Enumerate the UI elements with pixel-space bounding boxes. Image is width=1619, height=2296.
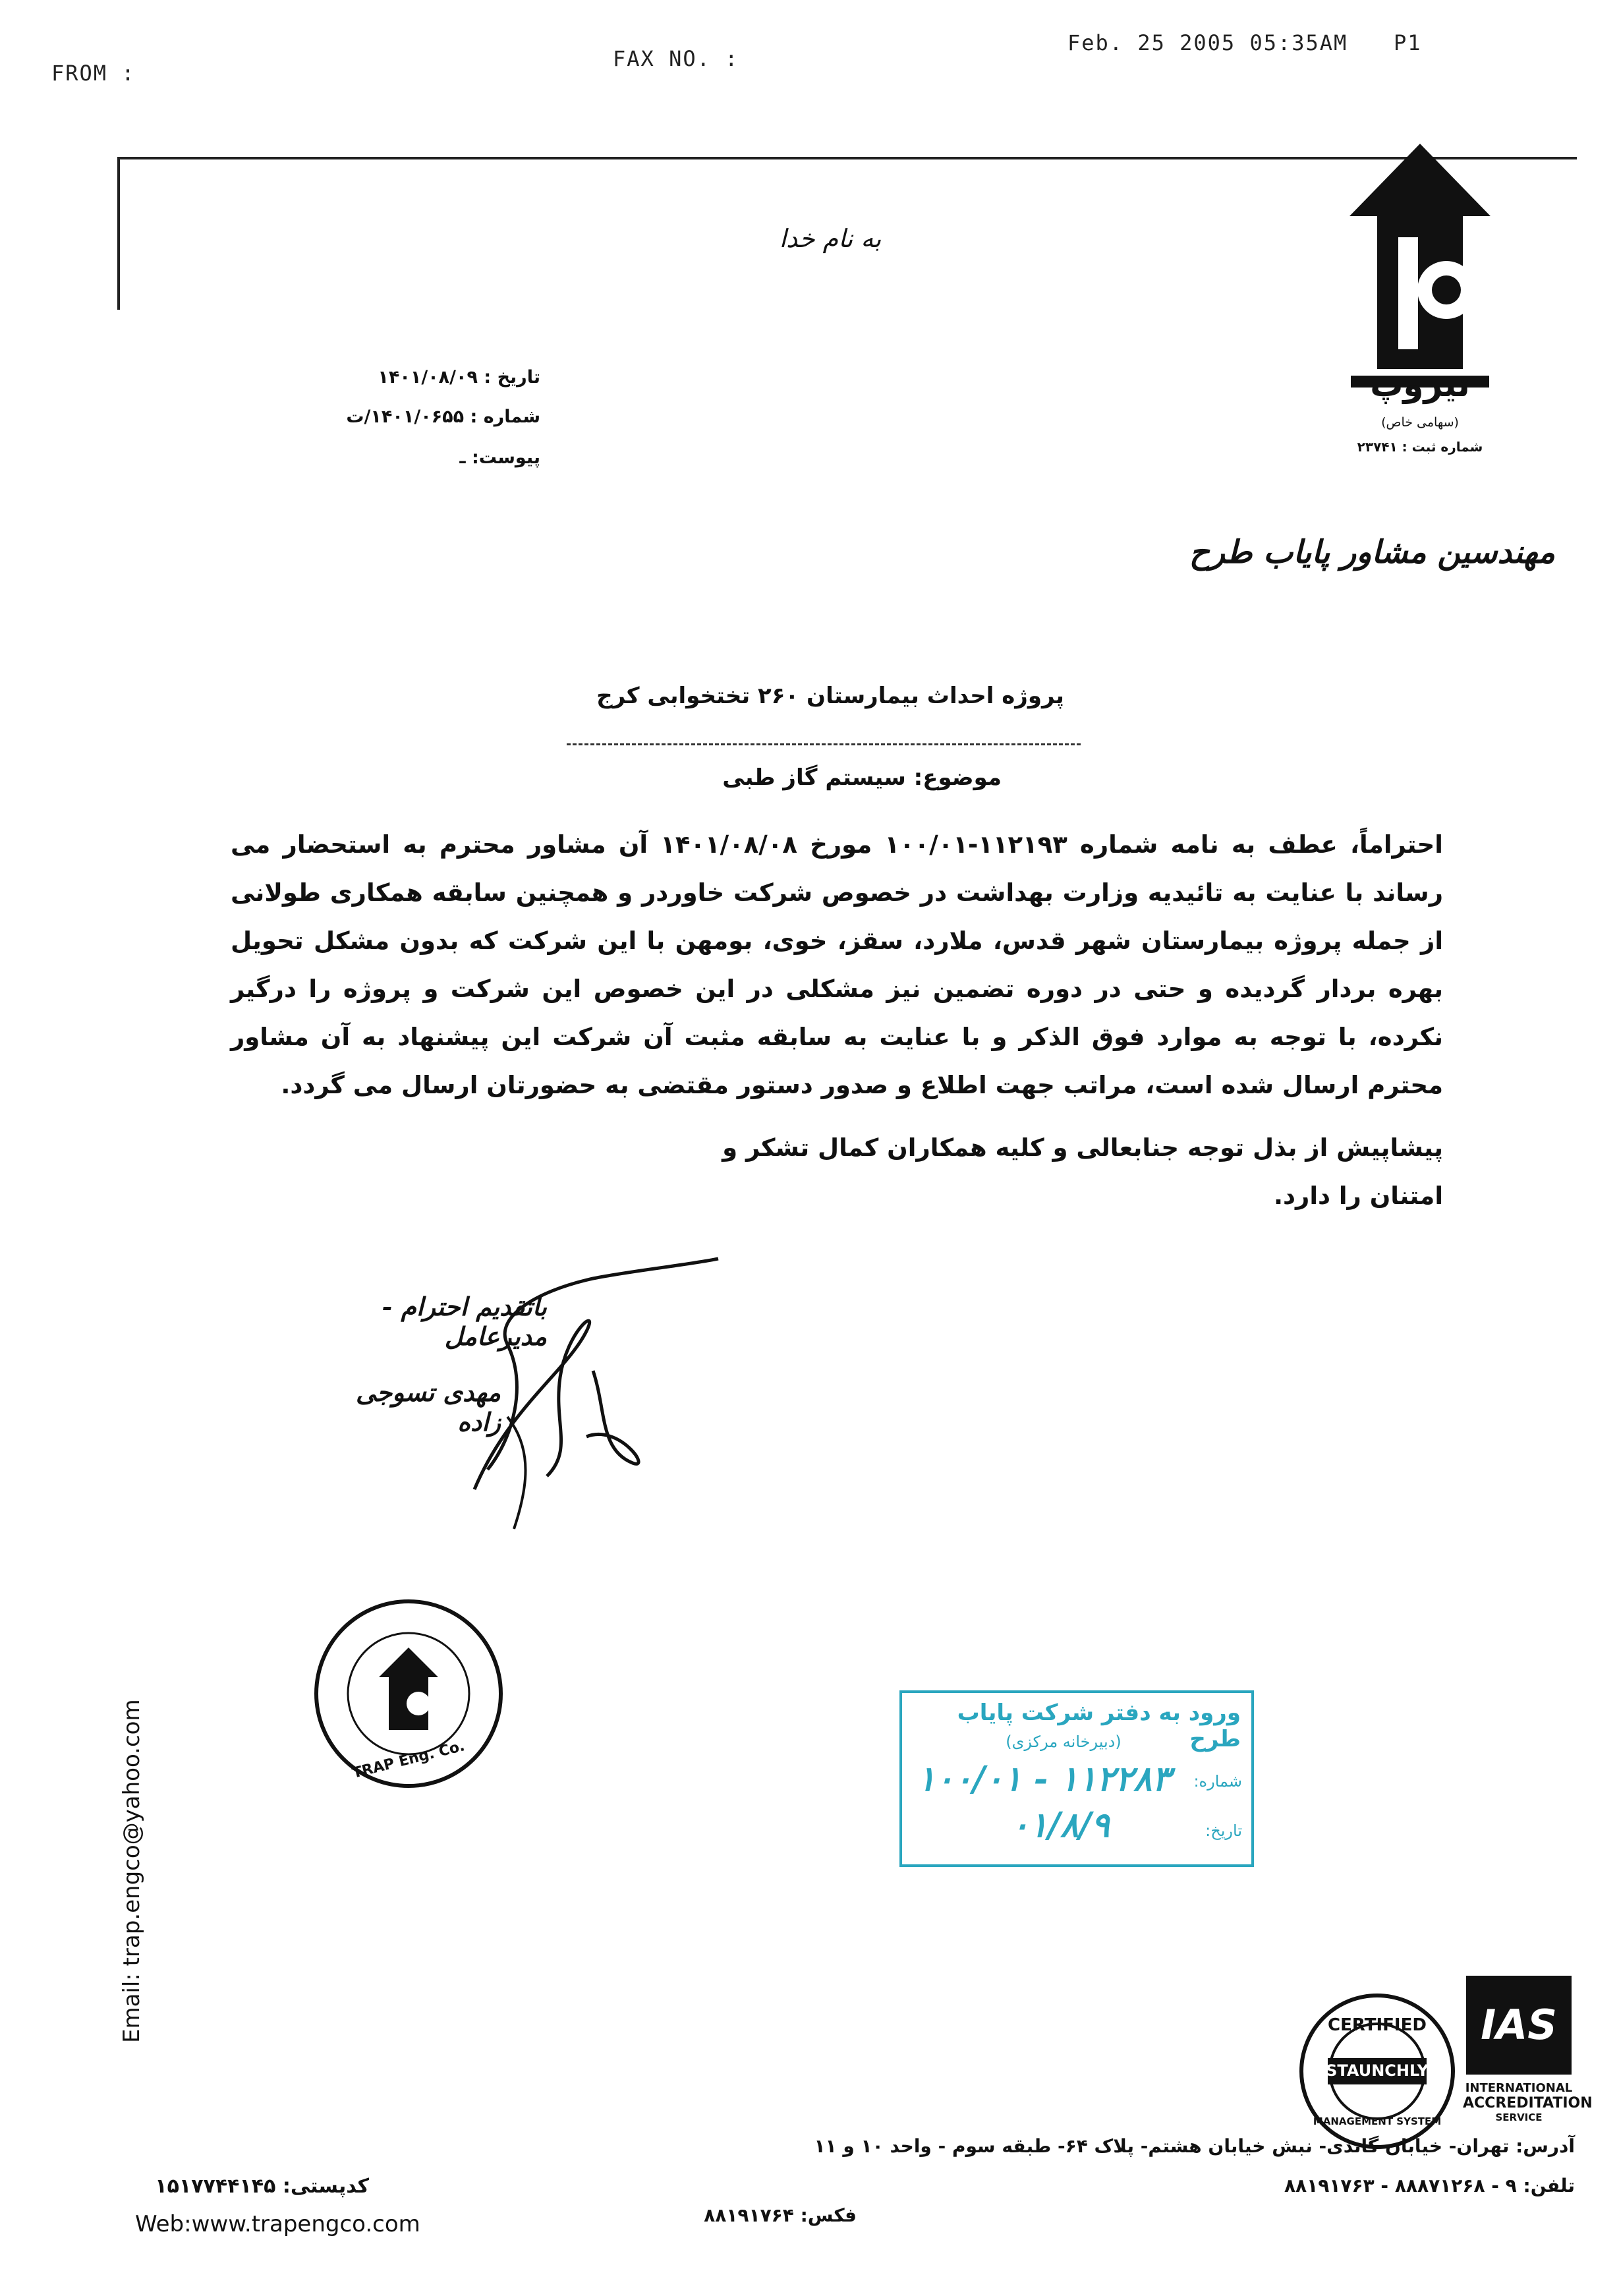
letter-date: تاریخ : ۱۴۰۱/۰۸/۰۹: [378, 367, 540, 387]
letter-closing: پیشاپیش از بذل توجه جنابعالی و کلیه همکاران کمال تشکر و امتنان را دارد.: [722, 1134, 1443, 1210]
recipient: مهندسین مشاور پایاب طرح: [1189, 534, 1555, 571]
receipt-date-label: تاریخ:: [1205, 1822, 1242, 1840]
title-underline: [567, 743, 1081, 745]
receipt-number-value: ۱۰۰/۰۱ - ۱۱۲۲۸۳: [917, 1759, 1170, 1799]
footer-postal-code: کدپستی: ۱۵۱۷۷۴۴۱۴۵: [155, 2175, 369, 2198]
letter-body: احتراماً، عطف به نامه شماره ۱۱۲۱۹۳-۱۰۰/۰۱ مورخ ۱۴۰۱/۰۸/۰۸ آن مشاور محترم به استحضار می رساند با عنایت به تائیدیه وزارت بهداشت در خصوص شرکت خاوردر و همچنین سابقه همکاری طولانی از جمله پروژه بیمارستان شهر قدس، ملارد، سقز، خوی، بومهن با این شرکت که بدون مشکل تحویل بهره بردار گردیده و حتی در دوره تضمین نیز مشکلی در این خصوص این شرکت و پروژه را درگیر نکرده، با توجه به موارد فوق الذکر و با عنایت به سابقه مثبت آن شرکت این پیشنهاد به آن مشاور محترم ارسال شده است، مراتب جهت اطلاع و صدور دستور مقتضی به حضورتان ارسال می گردد.: [231, 830, 1443, 1099]
handwritten-signature-icon: [435, 1252, 745, 1562]
fax-number: FAX NO. :: [613, 46, 739, 71]
footer-email: Email: trap.engco@yahoo.com: [119, 1699, 145, 2043]
certified-management-logo: [1295, 1989, 1460, 2160]
receipt-stamp-subtitle: (دبیرخانه مرکزی): [1006, 1733, 1122, 1751]
footer-website: Web:www.trapengco.com: [135, 2211, 420, 2237]
letterhead-left-rule: [117, 157, 120, 310]
receipt-number-label: شماره:: [1193, 1772, 1242, 1791]
company-logo-type: (سهامی خاص): [1381, 415, 1459, 430]
receipt-stamp: [899, 1690, 1254, 1867]
letter-attachment: پیوست: ـ: [459, 447, 540, 468]
ias-mark-box: [1466, 1976, 1572, 2075]
ias-line-1: INTERNATIONAL: [1465, 2081, 1573, 2095]
signer-name: مهدی تسوجی زاده: [355, 1377, 501, 1437]
ias-line-3: SERVICE: [1495, 2111, 1543, 2123]
company-logo: [1338, 138, 1502, 468]
footer-phone: تلفن: ۹ - ۸۸۸۷۱۲۶۸ - ۸۸۱۹۱۷۶۳: [1284, 2175, 1575, 2196]
certified-bottom-text: MANAGEMENT SYSTEM: [1313, 2115, 1442, 2127]
company-round-seal: [310, 1595, 507, 1793]
footer-address: آدرس: تهران- خیابان گاندی- نبش خیابان هشتم- پلاک ۶۴- طبقه سوم - واحد ۱۰ و ۱۱: [814, 2135, 1575, 2157]
fax-datetime: Feb. 25 2005 05:35AM: [1067, 30, 1348, 55]
fax-page: P1: [1394, 30, 1422, 55]
certified-middle-text: STAUNCHLY: [1326, 2061, 1429, 2080]
signature-title: باتقدیم احترام - مدیرعامل: [382, 1292, 547, 1351]
receipt-date-value: ۰۱/۸/۹: [1011, 1805, 1110, 1845]
company-logo-name: تیروپ: [1370, 366, 1470, 404]
fax-from: FROM :: [51, 61, 136, 86]
footer-fax: فکس: ۸۸۱۹۱۷۶۴: [704, 2204, 857, 2226]
certified-top-text: CERTIFIED: [1328, 2015, 1427, 2035]
company-logo-registration: شماره ثبت : ۲۳۷۴۱: [1357, 439, 1483, 455]
ias-line-2: ACCREDITATION: [1463, 2095, 1593, 2111]
letter-number: شماره : ۱۴۰۱/۰۶۵۵/ت: [346, 407, 540, 427]
round-seal-text: TRAP Eng. Co.: [351, 1738, 467, 1782]
basmala: به نام خدا: [779, 224, 882, 253]
subject: موضوع: سیستم گاز طبی: [722, 764, 1002, 791]
project-title: پروژه احداث بیمارستان ۲۶۰ تختخوابی کرج: [596, 683, 1064, 709]
receipt-stamp-title: ورود به دفتر شرکت پایاب طرح: [957, 1700, 1241, 1752]
ias-mark-text: IAS: [1481, 2001, 1557, 2049]
